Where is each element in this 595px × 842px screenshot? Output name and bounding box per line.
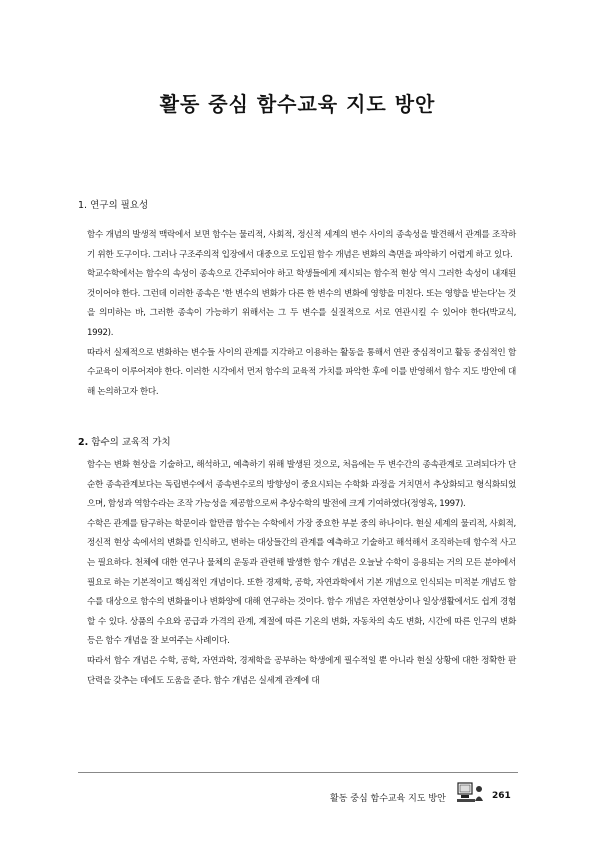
- paragraph: 함수 개념의 발생적 맥락에서 보면 함수는 물리적, 사회적, 정신적 세계의 변수 사이의 종속성을 발견해서 관계를 조작하기 위한 도구이다. 그러나 구조주의적 입장에서 대중으로 도입된 함수 개념은 변화의 측면을 파악하기 어렵게 하고 있다.: [87, 230, 516, 260]
- footer-divider: [78, 772, 518, 773]
- section-heading-text: 함수의 교육적 가치: [91, 437, 171, 448]
- section-number: 2.: [78, 437, 89, 448]
- paragraph: 따라서 실제적으로 변화하는 변수들 사이의 관계를 지각하고 이용하는 활동을 통해서 연관 중심적이고 활동 중심적인 함수교육이 이루어져야 한다. 이러한 시각에서 먼저 함수의 교육적 가치를 파악한 후에 이를 반영해서 함수 지도 방안에 대해 논의하고자 한다.: [87, 347, 516, 397]
- paragraph: 학교수학에서는 함수의 속성이 종속으로 간주되어야 하고 학생들에게 제시되는 함수적 현상 역시 그러한 속성이 내재된 것이어야 한다. 그런데 이러한 종속은 '한 변수의 변화가 다른 한 변수의 변화에 영향을 미친다. 또는 영향을 받는다'는 것을 의미하는 바, 그러한 종속이 가능하기 위해서는 그 두 변수를 실질적으로 서로 연관시킬 수 있어야 한다(박교식, 1992).: [87, 269, 516, 338]
- paragraph: 따라서 함수 개념은 수학, 공학, 자연과학, 경제학을 공부하는 학생에게 필수적일 뿐 아니라 현실 상황에 대한 정확한 판단력을 갖추는 데에도 도움을 준다. 함수 개념은 실세계 관계에 대: [87, 655, 516, 686]
- section-body: [78, 226, 516, 402]
- section-body: [78, 456, 516, 691]
- section-heading: [78, 434, 171, 448]
- paragraph: 함수는 변화 현상을 기술하고, 해석하고, 예측하기 위해 발생된 것으로, 처음에는 두 변수간의 종속관계로 고려되다가 단순한 종속관계보다는 독립변수에서 종속변수로의 방향성이 중요시되는 수학화 과정을 거치면서 추상화되고 형식화되었으며, 함성과 역함수라는 조작 가능성을 제공함으로써 추상수학의 발전에 크게 기여하였다(정영옥, 1997).: [87, 460, 516, 510]
- running-title: 활동 중심 함수교육 지도 방안: [330, 794, 446, 804]
- page-title: 활동 중심 함수교육 지도 방안: [159, 92, 436, 116]
- page-number: 261: [492, 791, 511, 801]
- paragraph: 수학은 관계를 탐구하는 학문이라 할만큼 함수는 수학에서 가장 중요한 부분 중의 하나이다. 현실 세계의 물리적, 사회적, 정신적 현상 속에서의 변화를 인식하고, 변하는 대상들간의 관계를 예측하고 기술하고 해석해서 조직하는데 함수적 사고는 필요하다. 천체에 대한 연구나 물체의 운동과 관련해 발생한 함수 개념은 오늘날 수학이 응용되는 거의 모든 분야에서 필요로 하는 기본적이고 핵심적인 개념이다. 또한 경제학, 공학, 자연과학에서 기본 개념으로 인식되는 미적분 개념도 함수를 대상으로 함수의 변화율이나 변화양에 대해 연구하는 것이다. 함수 개념은 자연현상이나 일상생활에서도 쉽게 경험할 수 있다. 상품의 수요와 공급과 가격의 관계, 계절에 따른 기온의 변화, 자동차의 속도 변화, 시간에 따른 인구의 변화 등은 함수 개념을 잘 보여주는 사례이다.: [87, 518, 516, 647]
- computer-user-icon: [457, 781, 485, 803]
- section-heading: 1. 연구의 필요성: [78, 200, 149, 211]
